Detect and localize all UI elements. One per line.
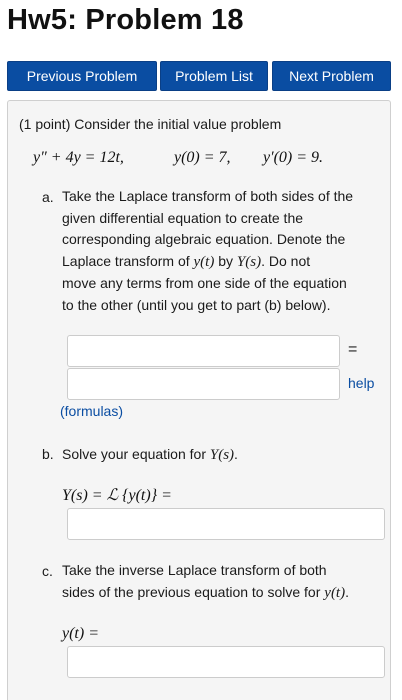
part-a-marker: a. [42, 189, 54, 205]
part-a-line-5: move any terms from one side of the equation [62, 275, 347, 291]
math-y-of-t: y(t) [193, 253, 215, 270]
previous-problem-button[interactable]: Previous Problem [7, 61, 157, 91]
part-c-line-2 [62, 582, 349, 605]
part-b-input[interactable] [67, 508, 385, 540]
math-Y-of-s-b: Y(s) [209, 447, 235, 463]
part-b-formula: Y(s) = ℒ {y(t)} = [62, 487, 172, 504]
equals-sign: = [348, 341, 358, 358]
problem-list-button[interactable]: Problem List [160, 61, 268, 91]
part-a-line-4-pre: Laplace transform of [62, 252, 194, 269]
initial-condition-2: y′(0) = 9. [263, 149, 324, 166]
part-a-line-1: Take the Laplace transform of both sides of the [62, 188, 354, 204]
part-a-line-4 [62, 251, 353, 274]
ode-equation: y″ + 4y = 12t, [33, 149, 124, 166]
math-y-of-t-c: y(t) [324, 584, 346, 601]
part-a-line-4-mid: by [214, 252, 237, 269]
initial-condition-1: y(0) = 7, [174, 149, 231, 166]
part-c-formula: y(t) = [62, 625, 99, 642]
part-c-marker: c. [42, 563, 53, 579]
part-c-line-2-pre: sides of the previous equation to solve for [62, 583, 325, 600]
part-a-line-6: to the other (until you get to part (b) below). [62, 296, 331, 313]
math-Y-of-s: Y(s) [236, 253, 262, 270]
part-c-line-2-end: . [345, 583, 349, 600]
problem-intro: (1 point) Consider the initial value problem [19, 116, 282, 132]
next-problem-button[interactable]: Next Problem [272, 61, 391, 91]
page-title: Hw5: Problem 18 [7, 4, 244, 36]
part-a-line-2: given differential equation to create the [62, 209, 304, 226]
help-link[interactable]: help [348, 375, 375, 391]
part-c-line-1: Take the inverse Laplace transform of both [62, 562, 327, 578]
formulas-link[interactable]: (formulas) [60, 403, 124, 419]
problem-panel [7, 100, 391, 700]
part-c-text [62, 560, 349, 604]
part-a-line-4-post: . Do not [261, 252, 311, 269]
part-b-marker: b. [42, 446, 54, 462]
part-b-text [62, 446, 238, 464]
part-a-line-3: corresponding algebraic equation. Denote the [62, 231, 346, 247]
part-b-text-main: Solve your equation for [62, 446, 210, 462]
part-c-input[interactable] [67, 646, 385, 678]
part-a-text [62, 186, 353, 316]
part-a-right-input[interactable] [67, 368, 340, 400]
part-b-text-end: . [234, 446, 238, 462]
part-a-left-input[interactable] [67, 335, 340, 367]
